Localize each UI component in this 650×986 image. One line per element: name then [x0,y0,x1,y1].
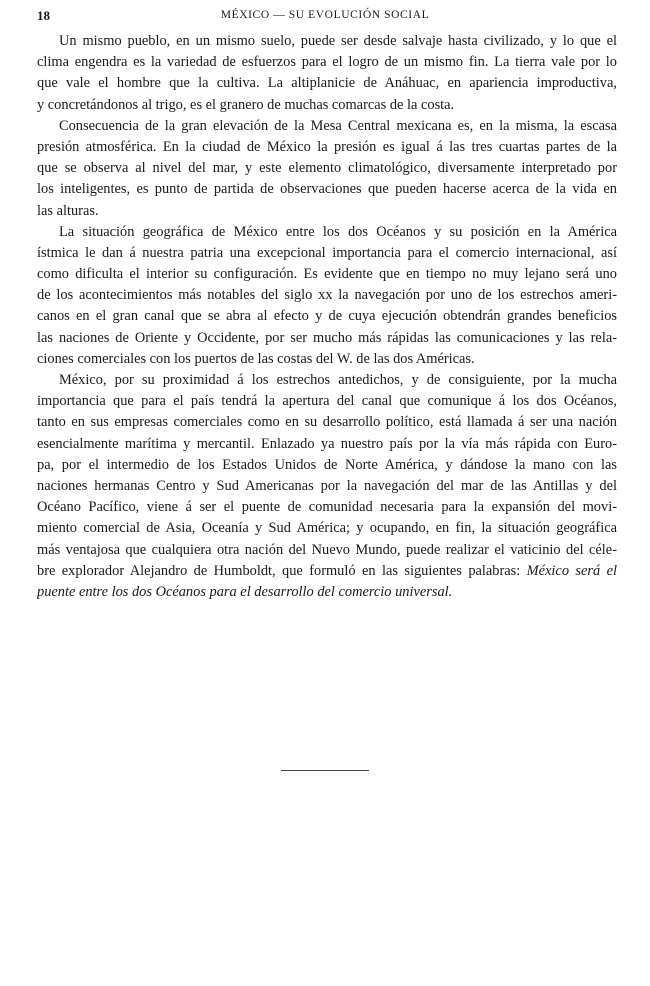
text-line: canos en el gran canal que se abra al efecto y de cuya ejecución obtendrán grandes beneficios [37,308,617,325]
text-line: importancia que para el país tendrá la apertura del canal que comunique á los dos Océanos, [37,393,617,410]
body-text [37,31,617,603]
text-line: La situación geográfica de México entre los dos Océanos y su posición en la América [59,223,617,240]
section-divider-rule [281,770,369,771]
text-line: las naciones de Oriente y Occidente, por ser mucho más rápidas las comunicaciones y las rela- [37,329,617,346]
paragraph [37,370,617,603]
text-line: miento comercial de Asia, Oceanía y Sud América; y ocupando, en fin, la situación geográfica [37,520,617,537]
text-line: ciones comerciales con los puertos de las costas del W. de las dos Américas. [37,350,475,367]
text-roman: bre explorador Alejandro de Humboldt, que formuló en las siguientes palabras: [37,562,527,579]
text-line: clima engendra es la variedad de esfuerzos para el logro de un mismo fin. La tierra vale por lo [37,54,617,71]
text-line: naciones hermanas Centro y Sud Americanas por la navegación del mar de las Antillas y del [37,477,617,494]
text-line: que se observa al nivel del mar, y este elemento climatológico, diversamente interpretado por [37,160,617,177]
text-line: como dificulta el interior su configuración. Es evidente que en tiempo no muy lejano será uno [37,266,617,283]
text-line: los inteligentes, es punto de partida de observaciones que pueden hacerse acerca de la vida en [37,181,617,198]
text-line: Océano Pacífico, viene á ser el puente de comunidad necesaria para la expansión del movi- [37,499,617,516]
text-line: las alturas. [37,202,99,219]
paragraph [37,222,617,370]
text-line: tanto en sus empresas comerciales como en su desarrollo político, está llamada á ser una nación [37,414,617,431]
text-line: esencialmente marítima y mercantil. Enlazado ya nuestro país por la vía más rápida con Euro- [37,435,617,452]
text-line: más ventajosa que cualquiera otra nación del Nuevo Mundo, puede realizar el vaticinio del céle- [37,541,617,558]
text-line: México, por su proximidad á los estrechos antedichos, y de consiguiente, por la mucha [59,372,617,388]
text-line: y concretándonos al trigo, es el granero de muchas comarcas de la costa. [37,96,455,113]
paragraph [37,116,617,222]
paragraph [37,31,617,116]
page-number: 18 [37,8,50,23]
text-line: Consecuencia de la gran elevación de la Mesa Central mexicana es, en la misma, la escasa [59,117,617,134]
running-head: MÉXICO — SU EVOLUCIÓN SOCIAL [220,9,430,21]
humboldt-quote-end: puente entre los dos Océanos para el desarrollo del comercio universal. [37,583,453,600]
text-line: de los acontecimientos más notables del siglo xx la navegación por uno de los estrechos ameri- [37,287,617,304]
text-line: Un mismo pueblo, en un mismo suelo, puede ser desde salvaje hasta civilizado, y lo que el [59,33,617,49]
text-line: presión atmosférica. En la ciudad de México la presión es igual á las tres cuartas partes de la [37,138,617,155]
text-line: que vale el hombre que la cultiva. La altiplanicie de Anáhuac, en apariencia improductiva, [37,75,617,92]
text-line-with-quote [37,561,617,582]
humboldt-quote-start: México será el [526,562,617,579]
text-line: pa, por el intermedio de los Estados Unidos de Norte América, y dándose la mano con las [37,456,617,473]
text-line: ístmica le dan á nuestra patria una excepcional importancia para el comercio internacional, así [37,244,617,261]
